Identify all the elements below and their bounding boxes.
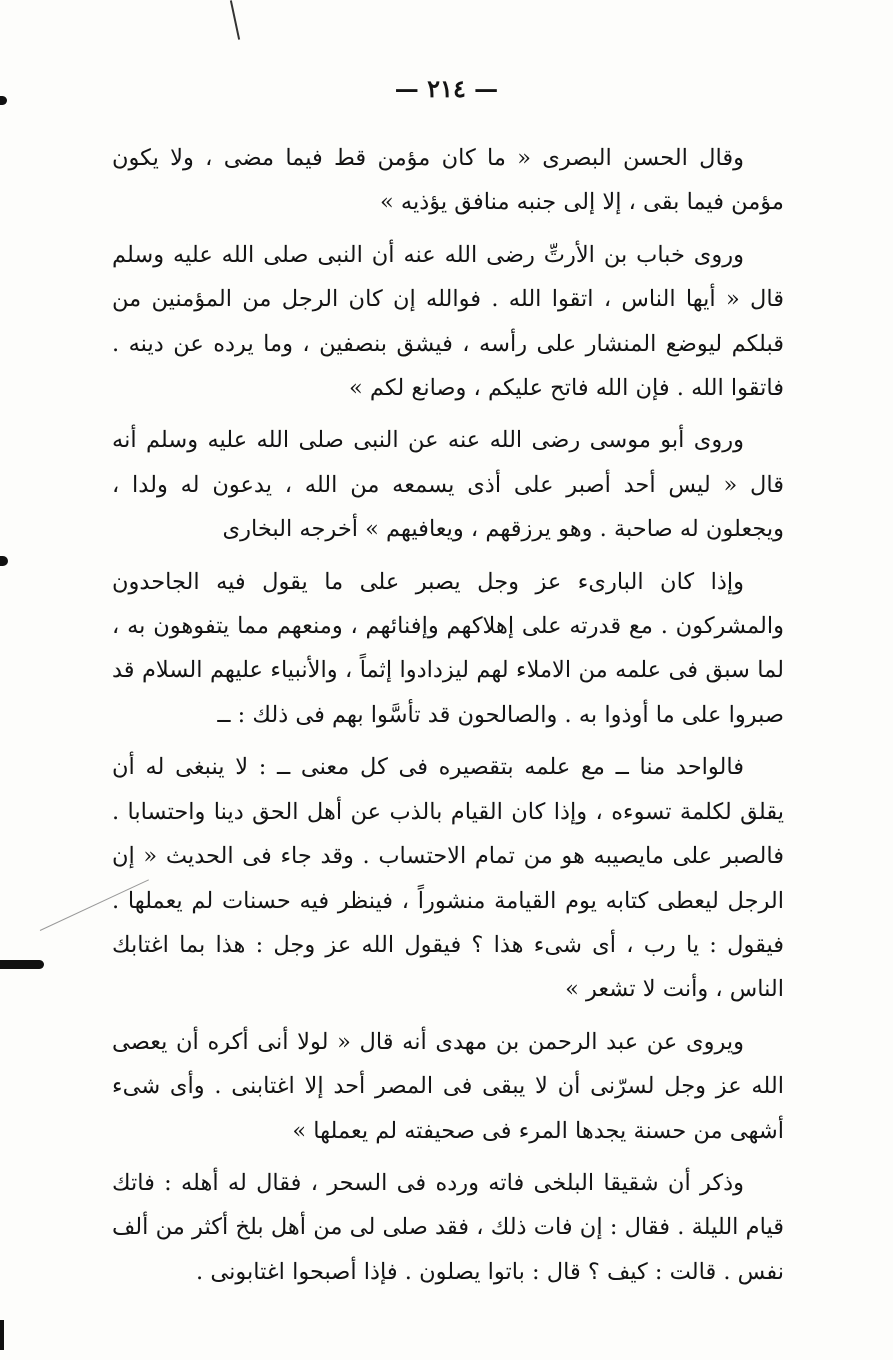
paragraph: وإذا كان البارىء عز وجل يصبر على ما يقول فيه الجاحدون والمشركون . مع قدرته على إهلاكهم وإفنائهم ، ومنعهم مما يتفوهون به ، لما سبق فى علمه من الاملاء لهم ليزدادوا إثماً ، والأنبياء عليهم السلام قد صبروا على ما أوذوا به . والصالحون قد تأسَّوا بهم فى ذلك : ــ	[112, 568, 784, 728]
paragraph: وروى خباب بن الأرتِّ رضى الله عنه أن النبى صلى الله عليه وسلم قال « أيها الناس ، اتقوا الله . فوالله إن كان الرجل من المؤمنين من قبلكم ليوضع المنشار على رأسه ، فيشق بنصفين ، وما يرده عن دينه . فاتقوا الله . فإن الله فاتح عليكم ، وصانع لكم »	[112, 241, 784, 402]
paragraph: ويروى عن عبد الرحمن بن مهدى أنه قال « لولا أنى أكره أن يعصى الله عز وجل لسرّنى أن لا يبقى فى المصر أحد إلا اغتابنى . وأى شىء أشهى من حسنة يجدها المرء فى صحيفته لم يعملها »	[112, 1028, 784, 1144]
paragraph: وقال الحسن البصرى « ما كان مؤمن قط فيما مضى ، ولا يكون مؤمن فيما بقى ، إلا إلى جنبه منافق يؤذيه »	[112, 145, 784, 216]
page-number: — ٢١٤ —	[394, 74, 499, 103]
scan-artifact	[0, 556, 8, 566]
paragraph: وذكر أن شقيقا البلخى فاته ورده فى السحر ، فقال له أهله : فاتك قيام الليلة . فقال : إن فات ذلك ، فقد صلى لى من أهل بلخ أكثر من ألف نفس . قالت : كيف ؟ قال : باتوا يصلون . فإذا أصبحوا اغتابونى .	[112, 1169, 784, 1285]
paragraph: وروى أبو موسى رضى الله عنه عن النبى صلى الله عليه وسلم أنه قال « ليس أحد أصبر على أذى يسمعه من الله ، يدعون له ولدا ، ويجعلون له صاحبة . وهو يرزقهم ، ويعافيهم » أخرجه البخارى	[112, 427, 784, 543]
scan-artifact	[0, 960, 44, 969]
scan-artifact	[230, 0, 240, 40]
body-text	[112, 136, 784, 1294]
scan-artifact	[0, 1320, 4, 1350]
paragraph: فالواحد منا ــ مع علمه بتقصيره فى كل معنى ــ : لا ينبغى له أن يقلق لكلمة تسوءه ، وإذا كان القيام بالذب عن أهل الحق دينا واحتسابا . فالصبر على مايصيبه هو من تمام الاحتساب . وقد جاء فى الحديث « إن الرجل ليعطى كتابه يوم القيامة منشوراً ، فينظر فيه حسنات لم يعملها . فيقول : يا رب ، أى شىء هذا ؟ فيقول الله عز وجل : هذا بما اغتابك الناس ، وأنت لا تشعر »	[112, 754, 784, 1003]
